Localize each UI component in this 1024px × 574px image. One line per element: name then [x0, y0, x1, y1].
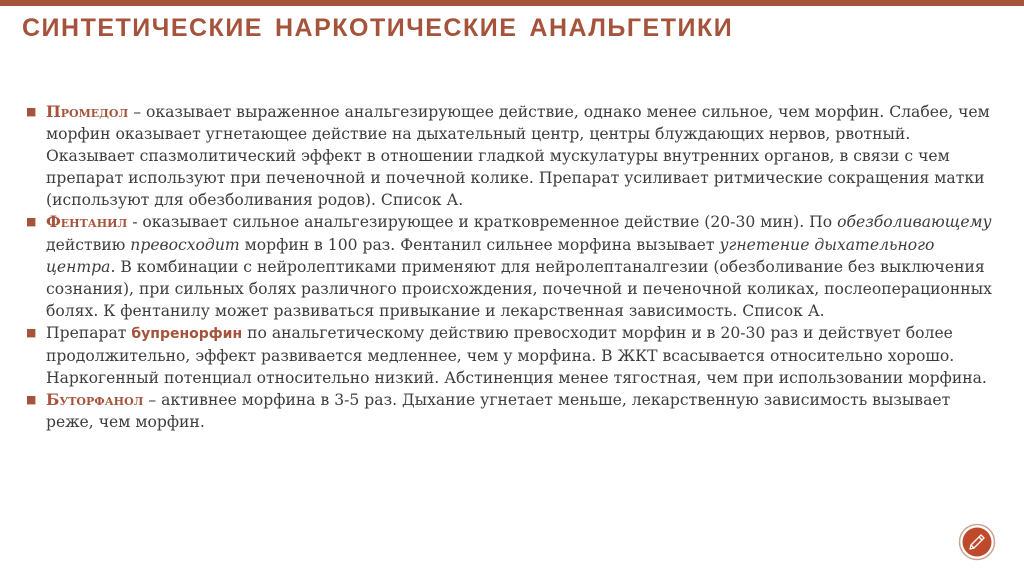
fentanyl-emphasis-3: угнетение дыхательного центра — [46, 235, 935, 276]
square-bullet-icon: ■ — [26, 215, 37, 229]
square-bullet-icon: ■ — [26, 105, 37, 118]
bullet-item-fentanyl — [26, 211, 1001, 321]
drug-name-promedol: Промедол — [46, 102, 129, 121]
title-word-1: СИНТЕТИЧЕСКИЕ — [22, 14, 263, 42]
slide-body — [26, 101, 1001, 433]
bullet-item-buprenorphine — [26, 322, 1001, 389]
fentanyl-text-3: морфин в 100 раз. Фентанил сильнее морфина вызывает — [239, 235, 720, 254]
fentanyl-emphasis-1: обезболивающему — [837, 213, 992, 232]
square-bullet-icon: ■ — [26, 393, 37, 407]
bullet-item-promedol — [26, 101, 1001, 211]
drug-name-butorphanol: Буторфанол — [46, 390, 144, 410]
title-word-2: НАРКОТИЧЕСКИЕ — [274, 14, 518, 42]
square-bullet-icon: ■ — [26, 325, 37, 339]
bullet-item-butorphanol — [26, 389, 1001, 433]
fentanyl-emphasis-2: превосходит — [130, 235, 240, 254]
circle-pencil-icon — [958, 523, 996, 561]
fentanyl-text-2: действию — [46, 235, 131, 254]
drug-name-buprenorphine: бупренорфин — [131, 325, 243, 342]
fentanyl-text-1: - оказывает сильное анальгезирующее и кратковременное действие (20-30 мин). По — [127, 213, 838, 232]
buprenorphine-prefix: Препарат — [46, 323, 132, 342]
slide-title — [22, 14, 733, 43]
top-accent-bar — [0, 0, 1024, 6]
fentanyl-text-4: . В комбинации с нейролептиками применяют для нейролептаналгезии (обезболивание без выключения сознания), при сильных болях различного происхождения, почечной и печеночной коликах, послеоперационных болях. К фентанилу может развиваться привыкание и лекарственная зависимость. Список А. — [46, 257, 992, 320]
title-word-3: АНАЛЬГЕТИКИ — [529, 14, 734, 42]
buprenorphine-text: по анальгетическому действию превосходит морфин и в 20-30 раз и действует более продолжительно, эффект развивается медленнее, чем у морфина. В ЖКТ всасывается относительно хорошо. Наркогенный потенциал относительно низкий. Абстиненция менее тягостная, чем при использовании морфина. — [46, 323, 987, 388]
promedol-text: – оказывает выраженное анальгезирующее действие, однако менее сильное, чем морфин. Слабее, чем морфин оказывает угнетающее действие на дыхательный центр, центры блуждающих нервов, рвотный. Оказывает спазмолитический эффект в отношении гладкой мускулатуры внутренних органов, в связи с чем препарат используют при печеночной и почечной колике. Препарат усиливает ритмические сокращения матки (используют для обезболивания родов). Список А. — [46, 103, 990, 210]
drug-name-fentanyl: Фентанил — [46, 212, 128, 232]
butorphanol-text: – активнее морфина в 3-5 раз. Дыхание угнетает меньше, лекарственную зависимость вызывает реже, чем морфин. — [46, 391, 951, 432]
